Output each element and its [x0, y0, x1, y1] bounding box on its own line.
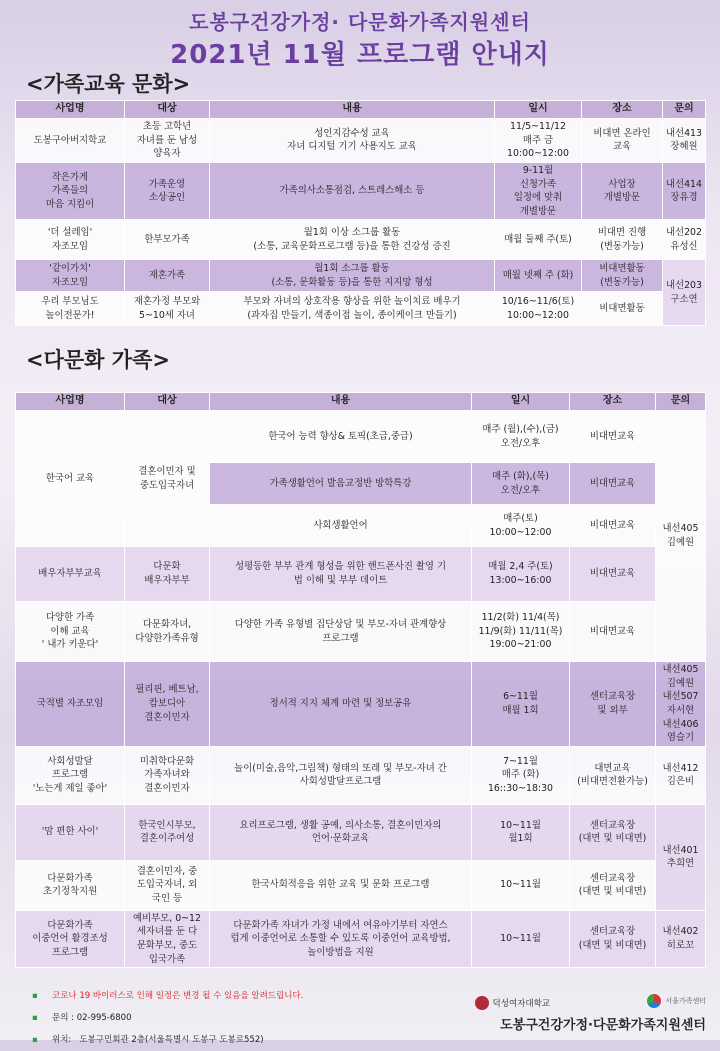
program-content: 성평등한 부부 관계 형성을 위한 핸드폰사진 촬영 기 법 이해 및 부부 데이트: [210, 547, 472, 602]
program-name: 작은가게 가족들의 마음 지킴이: [16, 162, 125, 220]
table-row: [16, 411, 706, 463]
section-title-multicultural: <다문화 가족>: [26, 348, 170, 372]
bullet-icon: ▪: [32, 991, 38, 1001]
family-center-emblem-icon: [647, 994, 661, 1008]
program-date: 매월 넷째 주 (화): [495, 260, 582, 292]
table-row: [16, 602, 706, 662]
program-content: 정서적 지지 체계 마련 및 정보공유: [210, 662, 472, 747]
table-row: [16, 860, 706, 910]
program-target: 결혼이민자, 중 도입국자녀, 외 국인 등: [125, 860, 210, 910]
table-row: [16, 260, 706, 292]
program-content: 사회생활언어: [210, 505, 472, 547]
table-row: [16, 292, 706, 326]
col-header: 일시: [472, 393, 570, 411]
program-date: 매주(토) 10:00~12:00: [472, 505, 570, 547]
program-date: 매월 2,4 주(토) 13:00~16:00: [472, 547, 570, 602]
note-location: [32, 1029, 303, 1051]
multicultural-table: [15, 392, 706, 968]
program-contact: 내선401 추희연: [656, 804, 706, 910]
program-date: 10~11월 월1회: [472, 804, 570, 860]
table-row: [16, 662, 706, 747]
note-phone: [32, 1007, 303, 1029]
program-content: 부모와 자녀의 상호작용 향상을 위한 놀이치료 배우기 (과자집 만들기, 색종이접 놀이, 종이케이크 만들기): [210, 292, 495, 326]
program-target: 재혼가족: [125, 260, 210, 292]
program-place: 센터교육장 (대면 및 비대면): [570, 804, 656, 860]
program-target: 다문화 배우자부부: [125, 547, 210, 602]
program-name: 국적별 자조모임: [16, 662, 125, 747]
program-contact: 내선203 구소연: [663, 260, 706, 326]
program-place: 비대면 진행 (변동가능): [582, 220, 663, 260]
program-contact: 내선413 장혜원: [663, 119, 706, 163]
program-content: 다문화가족 자녀가 가정 내에서 여유아기부터 자연스 럽게 이중언어로 소통할 수 있도록 이중언어 교육방법, 놀이방법을 지원: [210, 910, 472, 968]
program-place: 비대면교육: [570, 463, 656, 505]
program-content: 가족생활언어 발음교정반 방학특강: [210, 463, 472, 505]
program-place: 비대면활동: [582, 292, 663, 326]
table-row: [16, 547, 706, 602]
col-header: 사업명: [16, 393, 125, 411]
program-target: 재혼가정 부모와 5~10세 자녀: [125, 292, 210, 326]
program-place: 비대면 온라인 교육: [582, 119, 663, 163]
note-location-text: 도봉구민회관 2층(서울특별시 도봉구 도봉로552): [79, 1035, 264, 1045]
footer-center-name: 도봉구건강가정·다문화가족지원센터: [500, 1018, 706, 1033]
col-header: 내용: [210, 393, 472, 411]
table-row: [16, 220, 706, 260]
col-header: 장소: [570, 393, 656, 411]
program-date: 7~11월 매주 (화) 16::30~18:30: [472, 746, 570, 804]
program-date: 10~11월: [472, 860, 570, 910]
program-content: 요리프로그램, 생활 공예, 의사소통, 결혼이민자의 언어·문화교육: [210, 804, 472, 860]
program-target: 다문화자녀, 다양한가족유형: [125, 602, 210, 662]
program-place: 센터교육장 (대면 및 비대면): [570, 860, 656, 910]
note-corona: [32, 985, 303, 1007]
note-location-label: 위치:: [52, 1035, 72, 1045]
header-org-name: 도봉구건강가정· 다문화가족지원센터: [189, 10, 531, 34]
col-header: 대상: [125, 101, 210, 119]
program-name: 도봉구아버지학교: [16, 119, 125, 163]
col-header: 문의: [663, 101, 706, 119]
program-place: 비대면교육: [570, 547, 656, 602]
program-place: 센터교육장 및 외부: [570, 662, 656, 747]
bullet-icon: ▪: [32, 1013, 38, 1023]
program-contact: 내선402 히로꼬: [656, 910, 706, 968]
program-target: 초등 고학년 자녀를 둔 남성 양육자: [125, 119, 210, 163]
table-row: [16, 162, 706, 220]
notes: [32, 985, 303, 1051]
program-date: 매월 둘째 주(토): [495, 220, 582, 260]
program-date: 매주 (월),(수),(금) 오전/오후: [472, 411, 570, 463]
program-content: 성인지감수성 교육 자녀 디지털 기기 사용지도 교육: [210, 119, 495, 163]
col-header: 내용: [210, 101, 495, 119]
program-name: 우리 부모님도 놀이전문가!: [16, 292, 125, 326]
col-header: 대상: [125, 393, 210, 411]
program-content: 놀이(미술,음악,그림책) 형태의 또래 및 부모-자녀 간 사회성발달프로그램: [210, 746, 472, 804]
table-row: [16, 746, 706, 804]
table-row: [16, 804, 706, 860]
program-place: 대면교육 (비대면전환가능): [570, 746, 656, 804]
program-content: 한국어 능력 향상& 토픽(초급,중급): [210, 411, 472, 463]
col-header: 장소: [582, 101, 663, 119]
note-corona-text: 코로나 19 바이러스로 인해 일정은 변경 될 수 있음을 알려드립니다.: [52, 991, 304, 1001]
note-phone-text: 문의 : 02-995-6800: [52, 1013, 132, 1023]
program-date: 11/5~11/12 매주 금 10:00~12:00: [495, 119, 582, 163]
program-target: 가족운영 소상공인: [125, 162, 210, 220]
family-center-logo-text: 서울가족센터: [665, 997, 706, 1005]
program-name: '더 설레임' 자조모임: [16, 220, 125, 260]
program-content: 한국사회적응을 위한 교육 및 문화 프로그램: [210, 860, 472, 910]
program-name: 사회성발달 프로그램 '노는게 제일 좋아': [16, 746, 125, 804]
program-date: 6~11월 매월 1회: [472, 662, 570, 747]
program-contact: 내선414 장유경: [663, 162, 706, 220]
program-contact: 내선412 김은비: [656, 746, 706, 804]
table-row: [16, 119, 706, 163]
bullet-icon: ▪: [32, 1035, 38, 1045]
program-name: '같이가치' 자조모임: [16, 260, 125, 292]
program-name: 다문화가족 초기정착지원: [16, 860, 125, 910]
table-header-row: [16, 101, 706, 119]
program-name: 한국어 교육: [16, 411, 125, 547]
program-contact: 내선405 김예원 내선507 자서현 내선406 염슬기: [656, 662, 706, 747]
program-place: 비대면교육: [570, 505, 656, 547]
program-date: 9-11월 신청가족 일정에 맞춰 개별방문: [495, 162, 582, 220]
program-date: 매주 (화),(목) 오전/오후: [472, 463, 570, 505]
program-place: 센터교육장 (대면 및 비대면): [570, 910, 656, 968]
program-target: 한국인시부모, 결혼이주여성: [125, 804, 210, 860]
program-place: 비대면교육: [570, 411, 656, 463]
program-target: 필리핀, 베트남, 캄보디아 결혼이민자: [125, 662, 210, 747]
program-target: 한부모가족: [125, 220, 210, 260]
program-place: 사업장 개별방문: [582, 162, 663, 220]
program-place: 비대면활동 (변동가능): [582, 260, 663, 292]
section-title-family-education: <가족교육 문화>: [26, 72, 191, 96]
program-contact: 내선405 김예원: [656, 411, 706, 662]
program-target: 예비부모, 0~12 세자녀를 둔 다 문화부모, 중도 입국가족: [125, 910, 210, 968]
program-date: 11/2(화) 11/4(목) 11/9(화) 11/11(목) 19:00~21:00: [472, 602, 570, 662]
program-target: 결혼이민자 및 중도입국자녀: [125, 411, 210, 547]
col-header: 사업명: [16, 101, 125, 119]
program-name: 다양한 가족 이해 교육 ' 내가 키운다': [16, 602, 125, 662]
page-title: 2021년 11월 프로그램 안내지: [170, 40, 550, 70]
program-name: 다문화가족 이중언어 활경조성 프로그램: [16, 910, 125, 968]
table-header-row: [16, 393, 706, 411]
university-emblem-icon: [475, 996, 489, 1010]
table-row: [16, 910, 706, 968]
program-contact: 내선202 유성신: [663, 220, 706, 260]
program-content: 가족의사소통점검, 스트레스해소 등: [210, 162, 495, 220]
university-logo-text: 덕성여자대학교: [492, 999, 550, 1009]
program-content: 월1회 소그룹 활동 (소통, 문화활동 등)을 통한 지지망 형성: [210, 260, 495, 292]
program-place: 비대면교육: [570, 602, 656, 662]
col-header: 일시: [495, 101, 582, 119]
university-logo: [475, 996, 550, 1010]
family-education-table: [15, 100, 706, 326]
program-name: 배우자부부교육: [16, 547, 125, 602]
program-date: 10/16~11/6(토) 10:00~12:00: [495, 292, 582, 326]
col-header: 문의: [656, 393, 706, 411]
program-target: 미취학다문화 가족자녀와 결혼이민자: [125, 746, 210, 804]
program-name: '맘 편한 사이': [16, 804, 125, 860]
family-center-logo: [647, 994, 706, 1008]
program-content: 월1회 이상 소그룹 활동 (소통, 교육문화프로그램 등)을 통한 건강성 증진: [210, 220, 495, 260]
program-content: 다양한 가족 유형별 집단상담 및 부모-자녀 관계향상 프로그램: [210, 602, 472, 662]
program-date: 10~11월: [472, 910, 570, 968]
